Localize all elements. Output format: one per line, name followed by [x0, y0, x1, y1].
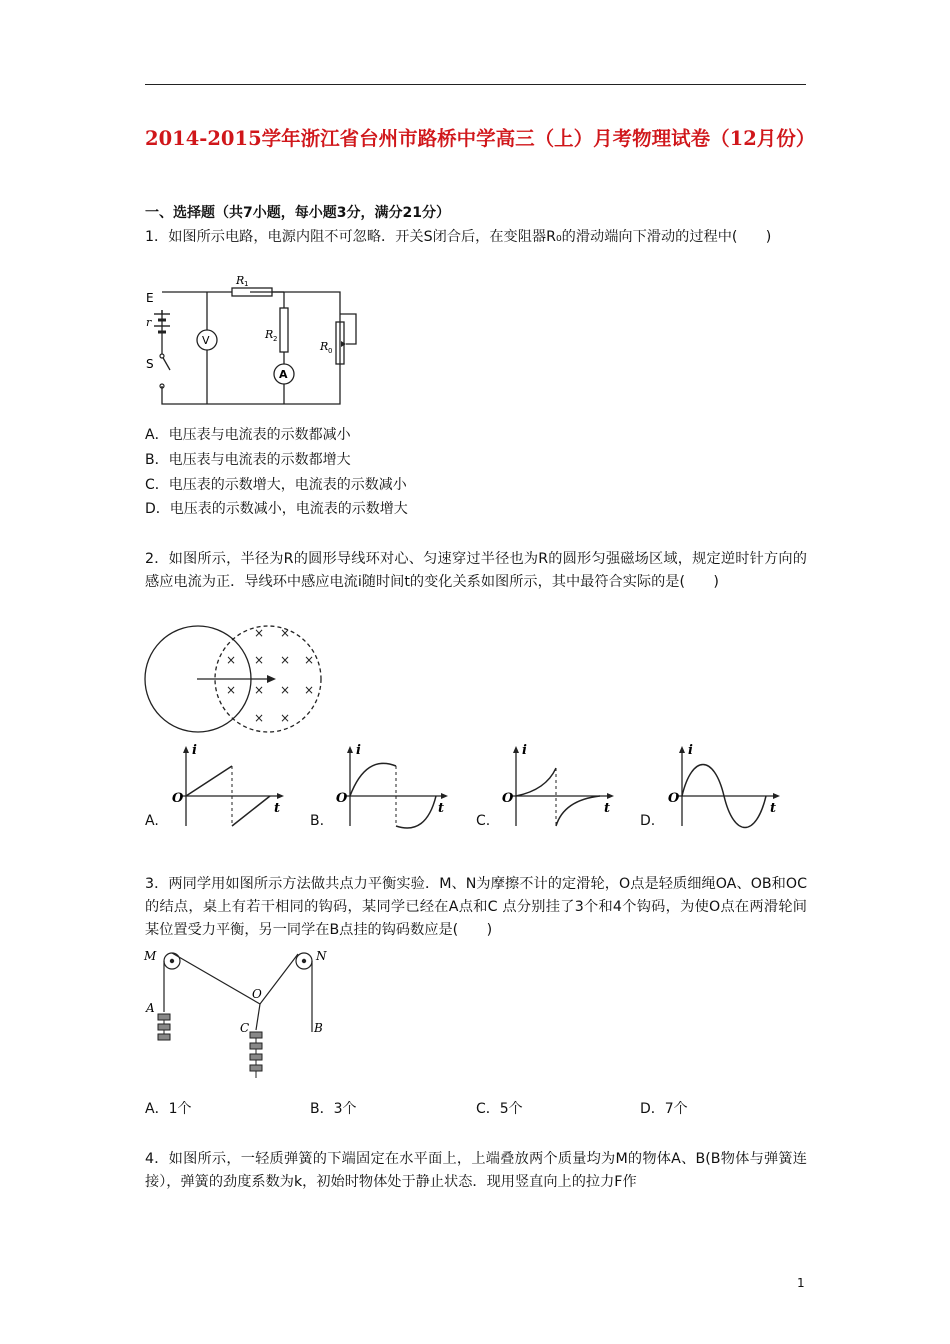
graph-option-d [666, 744, 786, 828]
field-mark: × [279, 711, 291, 725]
field-mark: × [279, 683, 291, 697]
label-R0-sub: 0 [328, 347, 333, 355]
q2-option-a: A. [145, 813, 159, 829]
axis-i-label: i [522, 743, 527, 758]
label-N: N [316, 949, 327, 963]
pulley-diagram [142, 944, 342, 1084]
header-rule [145, 84, 806, 85]
label-E: E [146, 291, 154, 305]
field-mark: × [253, 711, 265, 725]
question-1-stem: 1．如图所示电路，电源内阻不可忽略．开关S闭合后，在变阻器R₀的滑动端向下滑动的过程中( ) [145, 229, 772, 245]
page-title: 2014-2015学年浙江省台州市路桥中学高三（上）月考物理试卷（12月份） [145, 127, 816, 150]
origin-label: O [668, 791, 680, 806]
label-V: V [202, 334, 210, 347]
label-R0: R [320, 340, 329, 353]
page-number: 1 [797, 1276, 805, 1290]
label-C: C [240, 1021, 250, 1035]
field-mark: × [253, 683, 265, 697]
label-S: S [146, 357, 154, 371]
field-mark: × [279, 626, 291, 640]
origin-label: O [172, 791, 184, 806]
axis-t-label: t [770, 801, 777, 816]
label-A: A [146, 1001, 155, 1015]
q2-option-d: D. [640, 813, 656, 829]
q2-option-b: B. [310, 813, 325, 829]
field-mark: × [279, 653, 291, 667]
field-mark: × [253, 626, 265, 640]
label-M: M [144, 949, 157, 963]
q2-option-c: C. [476, 813, 491, 829]
q3-option-c: C．5个 [476, 1101, 523, 1117]
label-O: O [252, 987, 262, 1001]
section-heading: 一、选择题（共7小题，每小题3分，满分21分） [145, 205, 450, 221]
axis-t-label: t [438, 801, 445, 816]
label-r: r [146, 316, 152, 329]
axis-t-label: t [604, 801, 611, 816]
axis-i-label: i [688, 743, 693, 758]
label-R1: R [236, 274, 245, 287]
ring-field-diagram [145, 624, 325, 734]
circuit-diagram [140, 274, 370, 410]
q3-option-a: A．1个 [145, 1101, 192, 1117]
label-A: A [279, 368, 288, 381]
question-3-stem: 3．两同学用如图所示方法做共点力平衡实验．M、N为摩擦不计的定滑轮，O点是轻质细绳OA、OB和OC的结点，桌上有若干相同的钩码，某同学已经在A点和C 点分别挂了3个和4个钩码，为使O点在两滑轮间某位置受力平衡，另一同学在B点挂的钩码数应是( ) [145, 876, 807, 938]
q1-option-b: B．电压表与电流表的示数都增大 [145, 452, 351, 468]
label-R1-sub: 1 [244, 280, 249, 288]
question-4-stem: 4．如图所示，一轻质弹簧的下端固定在水平面上，上端叠放两个质量均为M的物体A、B(B物体与弹簧连接），弹簧的劲度系数为k，初始时物体处于静止状态．现用竖直向上的拉力F作 [145, 1151, 807, 1190]
label-R2: R [265, 328, 274, 341]
origin-label: O [336, 791, 348, 806]
axis-i-label: i [356, 743, 361, 758]
q3-option-b: B．3个 [310, 1101, 357, 1117]
graph-option-c [500, 744, 620, 828]
q3-option-d: D．7个 [640, 1101, 688, 1117]
field-mark: × [253, 653, 265, 667]
field-mark: × [303, 683, 315, 697]
field-mark: × [303, 653, 315, 667]
axis-t-label: t [274, 801, 281, 816]
graph-option-a [170, 744, 290, 828]
graph-option-b [334, 744, 454, 828]
q1-option-d: D．电压表的示数减小，电流表的示数增大 [145, 501, 408, 517]
field-mark: × [225, 683, 237, 697]
origin-label: O [502, 791, 514, 806]
label-B: B [314, 1021, 323, 1035]
question-2-stem: 2．如图所示，半径为R的圆形导线环对心、匀速穿过半径也为R的圆形匀强磁场区域，规定逆时针方向的感应电流为正．导线环中感应电流i随时间t的变化关系如图所示，其中最符合实际的是( ) [145, 551, 807, 590]
label-R2-sub: 2 [273, 335, 278, 343]
axis-i-label: i [192, 743, 197, 758]
q1-option-c: C．电压表的示数增大，电流表的示数减小 [145, 477, 407, 493]
field-mark: × [225, 653, 237, 667]
q1-option-a: A．电压表与电流表的示数都减小 [145, 427, 351, 443]
